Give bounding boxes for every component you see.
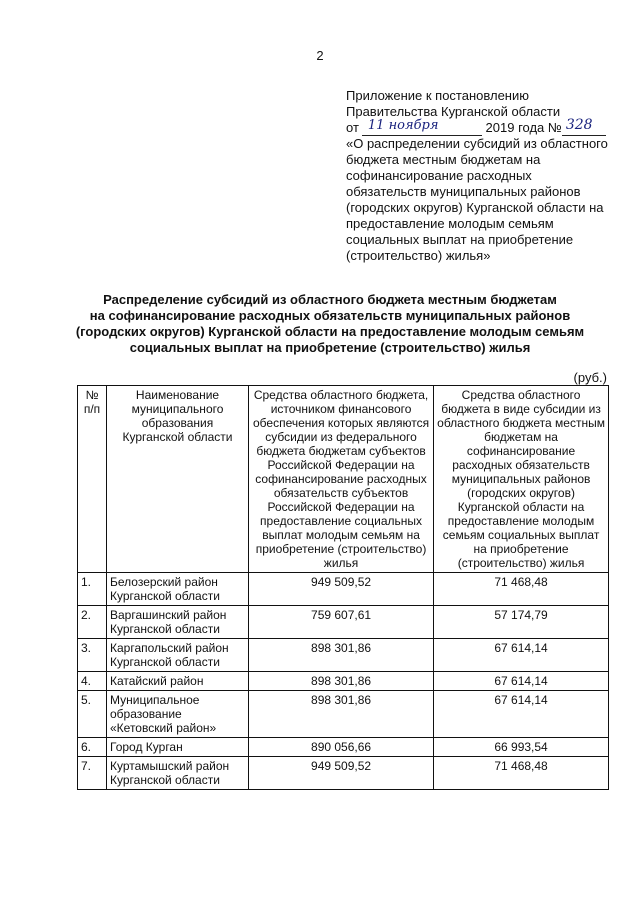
- handwritten-date: 11 ноября: [367, 118, 439, 133]
- row-number: 5.: [78, 691, 107, 738]
- appendix-subject-2: бюджета местным бюджетам на: [346, 152, 541, 167]
- row-federal-amount: 949 509,52: [249, 757, 434, 790]
- subsidy-table: [77, 385, 609, 790]
- number-blank: [562, 117, 606, 136]
- table-header-row: [78, 386, 609, 573]
- currency-note: (руб.): [573, 370, 607, 385]
- header-municipality: Наименование муниципального образования Курганской области: [107, 386, 249, 573]
- row-number: 3.: [78, 639, 107, 672]
- row-regional-amount: 67 614,14: [434, 639, 609, 672]
- table-row: [78, 573, 609, 606]
- appendix-subject-5: (городских округов) Курганской области на: [346, 200, 604, 215]
- table-row: [78, 738, 609, 757]
- row-number: 1.: [78, 573, 107, 606]
- date-blank: [362, 118, 482, 136]
- row-federal-amount: 759 607,61: [249, 606, 434, 639]
- title-line-3: (городских округов) Курганской области на предоставление молодым семьям: [75, 324, 585, 339]
- row-regional-amount: 67 614,14: [434, 672, 609, 691]
- header-regional-funds: Средства областного бюджета в виде субсидии из областного бюджета местным бюджетам на софинансирование расходных обязательств муниципальных районов (городских округов) Курганской области на предоставление молодым семьям социальных выплат на приобретение (строительство) жилья: [434, 386, 609, 573]
- table-row: [78, 691, 609, 738]
- row-municipality: Катайский район: [107, 672, 249, 691]
- row-federal-amount: 898 301,86: [249, 691, 434, 738]
- row-municipality: Город Курган: [107, 738, 249, 757]
- table-body: [78, 573, 609, 790]
- title-line-1: Распределение субсидий из областного бюджета местным бюджетам: [103, 292, 557, 307]
- row-municipality: Муниципальное образование «Кетовский район»: [107, 691, 249, 738]
- row-federal-amount: 898 301,86: [249, 639, 434, 672]
- appendix-subject-7: социальных выплат на приобретение: [346, 232, 574, 247]
- page-number: 2: [316, 48, 324, 63]
- table-row: [78, 757, 609, 790]
- appendix-subject-1: «О распределении субсидий из областного: [346, 136, 608, 151]
- row-number: 7.: [78, 757, 107, 790]
- appendix-line-1: Приложение к постановлению: [346, 88, 529, 103]
- appendix-subject-3: софинансирование расходных: [346, 168, 532, 183]
- header-federal-funds: Средства областного бюджета, источником финансового обеспечения которых являются субсидии из федерального бюджета бюджетам субъектов Российской Федерации на софинансирование расходных обязательств субъектов Российской Федерации на предоставление социальных выплат молодым семьям на приобретение (строительство) жилья: [249, 386, 434, 573]
- appendix-subject-6: предоставление молодым семьям: [346, 216, 554, 231]
- title-line-4: социальных выплат на приобретение (строительство) жилья: [129, 340, 531, 355]
- row-regional-amount: 71 468,48: [434, 757, 609, 790]
- row-federal-amount: 898 301,86: [249, 672, 434, 691]
- handwritten-number: 328: [565, 117, 593, 133]
- table-row: [78, 606, 609, 639]
- row-municipality: Каргапольский район Курганской области: [107, 639, 249, 672]
- table-row: [78, 672, 609, 691]
- row-regional-amount: 57 174,79: [434, 606, 609, 639]
- appendix-header: [346, 88, 616, 264]
- title-line-2: на софинансирование расходных обязательств муниципальных районов: [89, 308, 571, 323]
- table-row: [78, 639, 609, 672]
- row-regional-amount: 66 993,54: [434, 738, 609, 757]
- row-regional-amount: 67 614,14: [434, 691, 609, 738]
- row-regional-amount: 71 468,48: [434, 573, 609, 606]
- appendix-subject-8: (строительство) жилья»: [346, 248, 491, 263]
- row-municipality: Варгашинский район Курганской области: [107, 606, 249, 639]
- row-number: 6.: [78, 738, 107, 757]
- row-federal-amount: 890 056,66: [249, 738, 434, 757]
- row-number: 4.: [78, 672, 107, 691]
- appendix-subject-4: обязательств муниципальных районов: [346, 184, 581, 199]
- appendix-date-line: [346, 117, 616, 136]
- header-number: № п/п: [78, 386, 107, 573]
- row-municipality: Белозерский район Курганской области: [107, 573, 249, 606]
- row-number: 2.: [78, 606, 107, 639]
- year-text: 2019 года №: [485, 120, 562, 135]
- document-title: [60, 292, 600, 356]
- row-federal-amount: 949 509,52: [249, 573, 434, 606]
- appendix-line-2: Правительства Курганской области: [346, 104, 561, 119]
- row-municipality: Куртамышский район Курганской области: [107, 757, 249, 790]
- date-prefix: от: [346, 120, 359, 135]
